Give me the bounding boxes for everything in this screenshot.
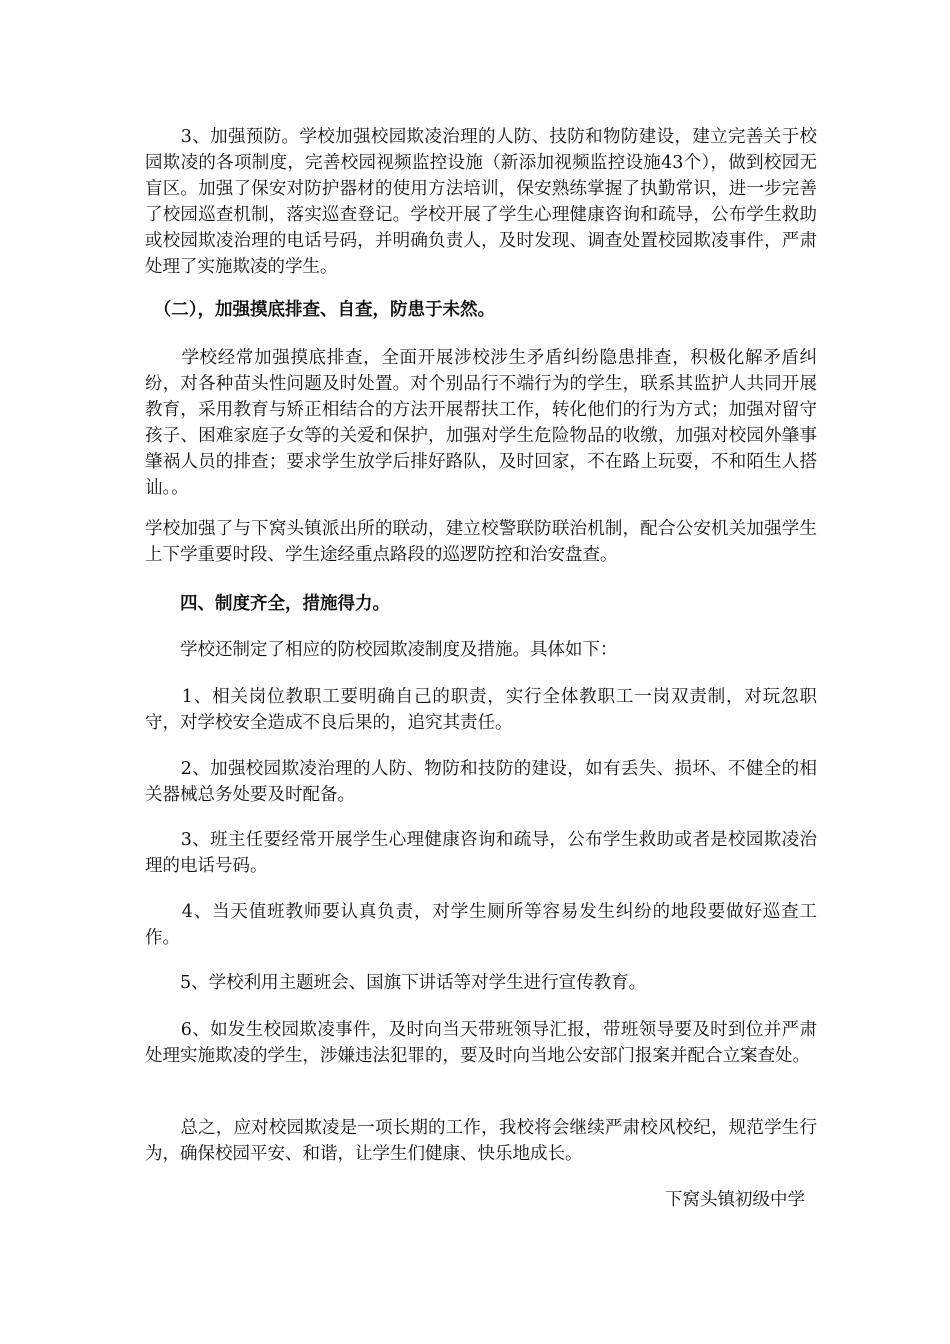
measure-item-1: 1、相关岗位教职工要明确自己的职责，实行全体教职工一岗双责制，对玩忽职守，对学校安全造成不良后果的，追究其责任。 bbox=[145, 687, 817, 733]
section-heading-investigation: （二），加强摸底排查、自查，防患于未然。 bbox=[145, 300, 495, 320]
paragraph-prevention: 3、加强预防。学校加强校园欺凌治理的人防、技防和物防建设，建立完善关于校园欺凌的各项制度，完善校园视频监控设施（新添加视频监控设施43个），做到校园无盲区。加强了保安对防护器材的使用方法培训，保安熟练掌握了执勤常识，进一步完善了校园巡查机制，落实巡查登记。学校开展了学生心理健康咨询和疏导，公布学生救助或校园欺凌治理的电话号码，并明确负责人，及时发现、调查处置校园欺凌事件，严肃处理了实施欺凌的学生。 bbox=[145, 127, 817, 277]
paragraph-measures-intro: 学校还制定了相应的防校园欺凌制度及措施。具体如下： bbox=[145, 640, 618, 660]
measure-item-3: 3、班主任要经常开展学生心理健康咨询和疏导，公布学生救助或者是校园欺凌治理的电话号码。 bbox=[145, 830, 817, 876]
paragraph-investigation: 学校经常加强摸底排查，全面开展涉校涉生矛盾纠纷隐患排查，积极化解矛盾纠纷，对各种苗头性问题及时处置。对个别品行不端行为的学生，联系其监护人共同开展教育，采用教育与矫正相结合的方法开展帮扶工作，转化他们的行为方式；加强对留守孩子、困难家庭子女等的关爱和保护，加强对学生危险物品的收缴，加强对校园外肇事肇祸人员的排查；要求学生放学后排好路队，及时回家，不在路上玩耍，不和陌生人搭讪。。 bbox=[145, 348, 817, 498]
measure-item-4: 4、当天值班教师要认真负责，对学生厕所等容易发生纠纷的地段要做好巡查工作。 bbox=[145, 902, 817, 948]
section-heading-system: 四、制度齐全，措施得力。 bbox=[145, 594, 390, 614]
paragraph-police-cooperation: 学校加强了与下窝头镇派出所的联动，建立校警联防联治机制，配合公安机关加强学生上下学重要时段、学生途经重点路段的巡逻防控和治安盘查。 bbox=[145, 519, 817, 565]
signature-school-name: 下窝头镇初级中学 bbox=[665, 1190, 805, 1210]
measure-item-6: 6、如发生校园欺凌事件，及时向当天带班领导汇报，带班领导要及时到位并严肃处理实施欺凌的学生，涉嫌违法犯罪的，要及时向当地公安部门报案并配合立案查处。 bbox=[145, 1020, 817, 1066]
measure-item-2: 2、加强校园欺凌治理的人防、物防和技防的建设，如有丢失、损坏、不健全的相关器械总务处要及时配备。 bbox=[145, 759, 817, 805]
measure-item-5: 5、学校利用主题班会、国旗下讲话等对学生进行宣传教育。 bbox=[145, 973, 647, 993]
paragraph-conclusion: 总之，应对校园欺凌是一项长期的工作，我校将会继续严肃校风校纪，规范学生行为，确保校园平安、和谐，让学生们健康、快乐地成长。 bbox=[145, 1118, 817, 1164]
